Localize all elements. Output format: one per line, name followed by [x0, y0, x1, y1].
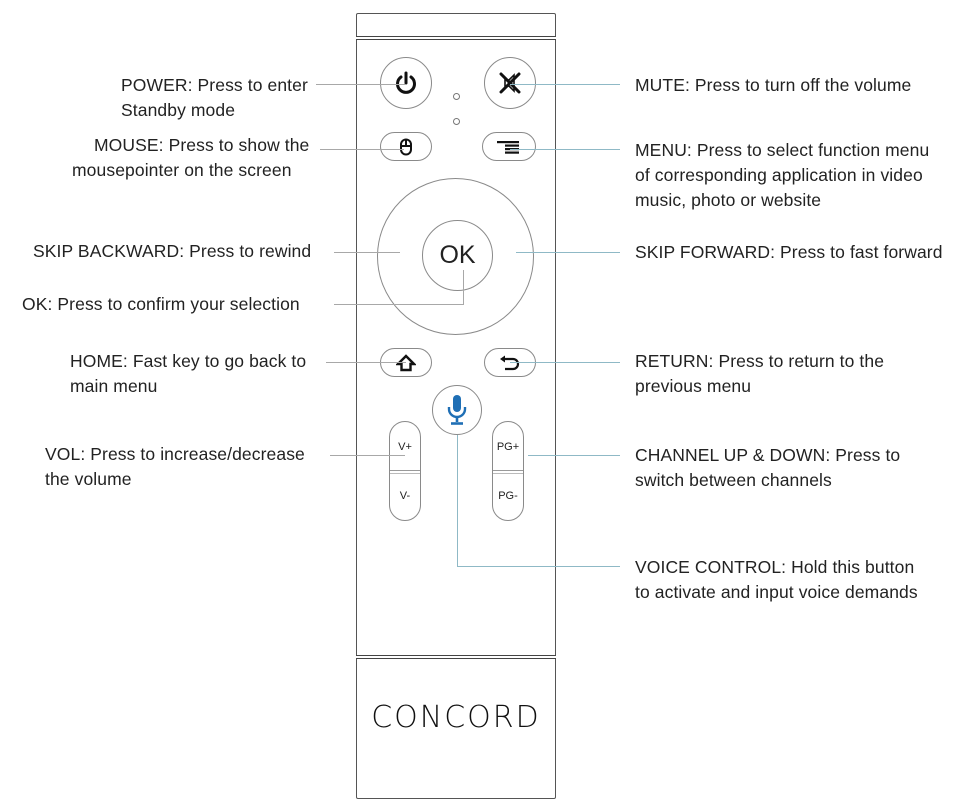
callout-menu	[635, 138, 929, 213]
callout-power-line2: Standby mode	[121, 100, 236, 120]
leader-line-skip-backward	[334, 252, 400, 253]
callout-home-line1: HOME: Fast key to go back to	[70, 351, 307, 371]
callout-return	[635, 349, 884, 399]
ok-button[interactable]	[422, 220, 493, 291]
mouse-button[interactable]	[380, 132, 432, 161]
voice-control-button[interactable]	[432, 385, 482, 435]
ok-label: OK	[439, 241, 476, 269]
power-button[interactable]	[380, 57, 432, 109]
callout-channel-line1: CHANNEL UP & DOWN: Press to	[635, 445, 901, 465]
leader-line-home	[326, 362, 406, 363]
callout-home	[70, 349, 306, 399]
leader-line-voice-vertical	[457, 435, 458, 567]
indicator-light-1	[453, 93, 460, 100]
leader-line-return	[510, 362, 620, 363]
channel-down-label: PG-	[498, 489, 518, 502]
indicator-light-2	[453, 118, 460, 125]
skip-forward-button[interactable]	[495, 220, 533, 290]
callout-skip-backward-line1: SKIP BACKWARD: Press to rewind	[33, 241, 312, 261]
callout-return-line2: previous menu	[635, 376, 752, 396]
callout-mouse	[72, 133, 309, 183]
callout-power-line1: POWER: Press to enter	[121, 75, 308, 95]
power-icon	[393, 70, 419, 96]
callout-mute-line1: MUTE: Press to turn off the volume	[635, 75, 912, 95]
volume-up-button[interactable]	[390, 422, 420, 471]
callout-voice-line1: VOICE CONTROL: Hold this button	[635, 557, 915, 577]
leader-line-skip-forward	[516, 252, 620, 253]
volume-up-label: V+	[398, 440, 412, 453]
callout-vol-line1: VOL: Press to increase/decrease	[45, 444, 305, 464]
callout-vol-line2: the volume	[45, 469, 132, 489]
leader-line-menu	[510, 149, 620, 150]
channel-up-button[interactable]	[493, 422, 523, 471]
skip-backward-button[interactable]	[380, 220, 420, 290]
channel-down-button[interactable]	[493, 470, 523, 520]
leader-line-channel	[528, 455, 620, 456]
mute-speaker-icon	[496, 69, 524, 97]
remote-bottom-band	[356, 655, 556, 659]
leader-line-ok-vertical	[463, 270, 464, 304]
callout-menu-line2: of corresponding application in video	[635, 165, 923, 185]
callout-power	[121, 73, 308, 123]
callout-skip-forward-line1: SKIP FORWARD: Press to fast forward	[635, 242, 943, 262]
callout-skip-backward	[33, 239, 311, 264]
callout-voice	[635, 555, 918, 605]
leader-line-vol	[330, 455, 405, 456]
leader-line-mouse	[320, 149, 404, 150]
leader-line-power	[316, 84, 406, 85]
volume-down-label: V-	[399, 489, 411, 502]
remote-top-band	[356, 36, 556, 40]
callout-channel-line2: switch between channels	[635, 470, 832, 490]
callout-ok	[22, 292, 300, 317]
callout-mouse-line2: mousepointer on the screen	[72, 160, 292, 180]
volume-rocker	[389, 421, 421, 521]
menu-button[interactable]	[482, 132, 536, 161]
microphone-icon	[446, 394, 468, 426]
callout-voice-line2: to activate and input voice demands	[635, 582, 918, 602]
leader-line-mute	[510, 84, 620, 85]
leader-line-voice	[457, 566, 620, 567]
mouse-icon	[399, 138, 413, 156]
callout-skip-forward	[635, 240, 943, 265]
menu-lines-icon	[497, 140, 521, 154]
callout-mute	[635, 73, 911, 98]
callout-channel	[635, 443, 900, 493]
callout-menu-line1: MENU: Press to select function menu	[635, 140, 930, 160]
mute-button[interactable]	[484, 57, 536, 109]
callout-menu-line3: music, photo or website	[635, 190, 822, 210]
callout-vol	[45, 442, 305, 492]
callout-home-line2: main menu	[70, 376, 158, 396]
callout-mouse-line1: MOUSE: Press to show the	[94, 135, 310, 155]
callout-return-line1: RETURN: Press to return to the	[635, 351, 885, 371]
volume-down-button[interactable]	[390, 470, 420, 520]
channel-rocker	[492, 421, 524, 521]
channel-up-label: PG+	[496, 440, 520, 453]
callout-ok-line1: OK: Press to confirm your selection	[22, 294, 300, 314]
leader-line-ok	[334, 304, 464, 305]
brand-logo: CONCORD	[371, 700, 541, 735]
